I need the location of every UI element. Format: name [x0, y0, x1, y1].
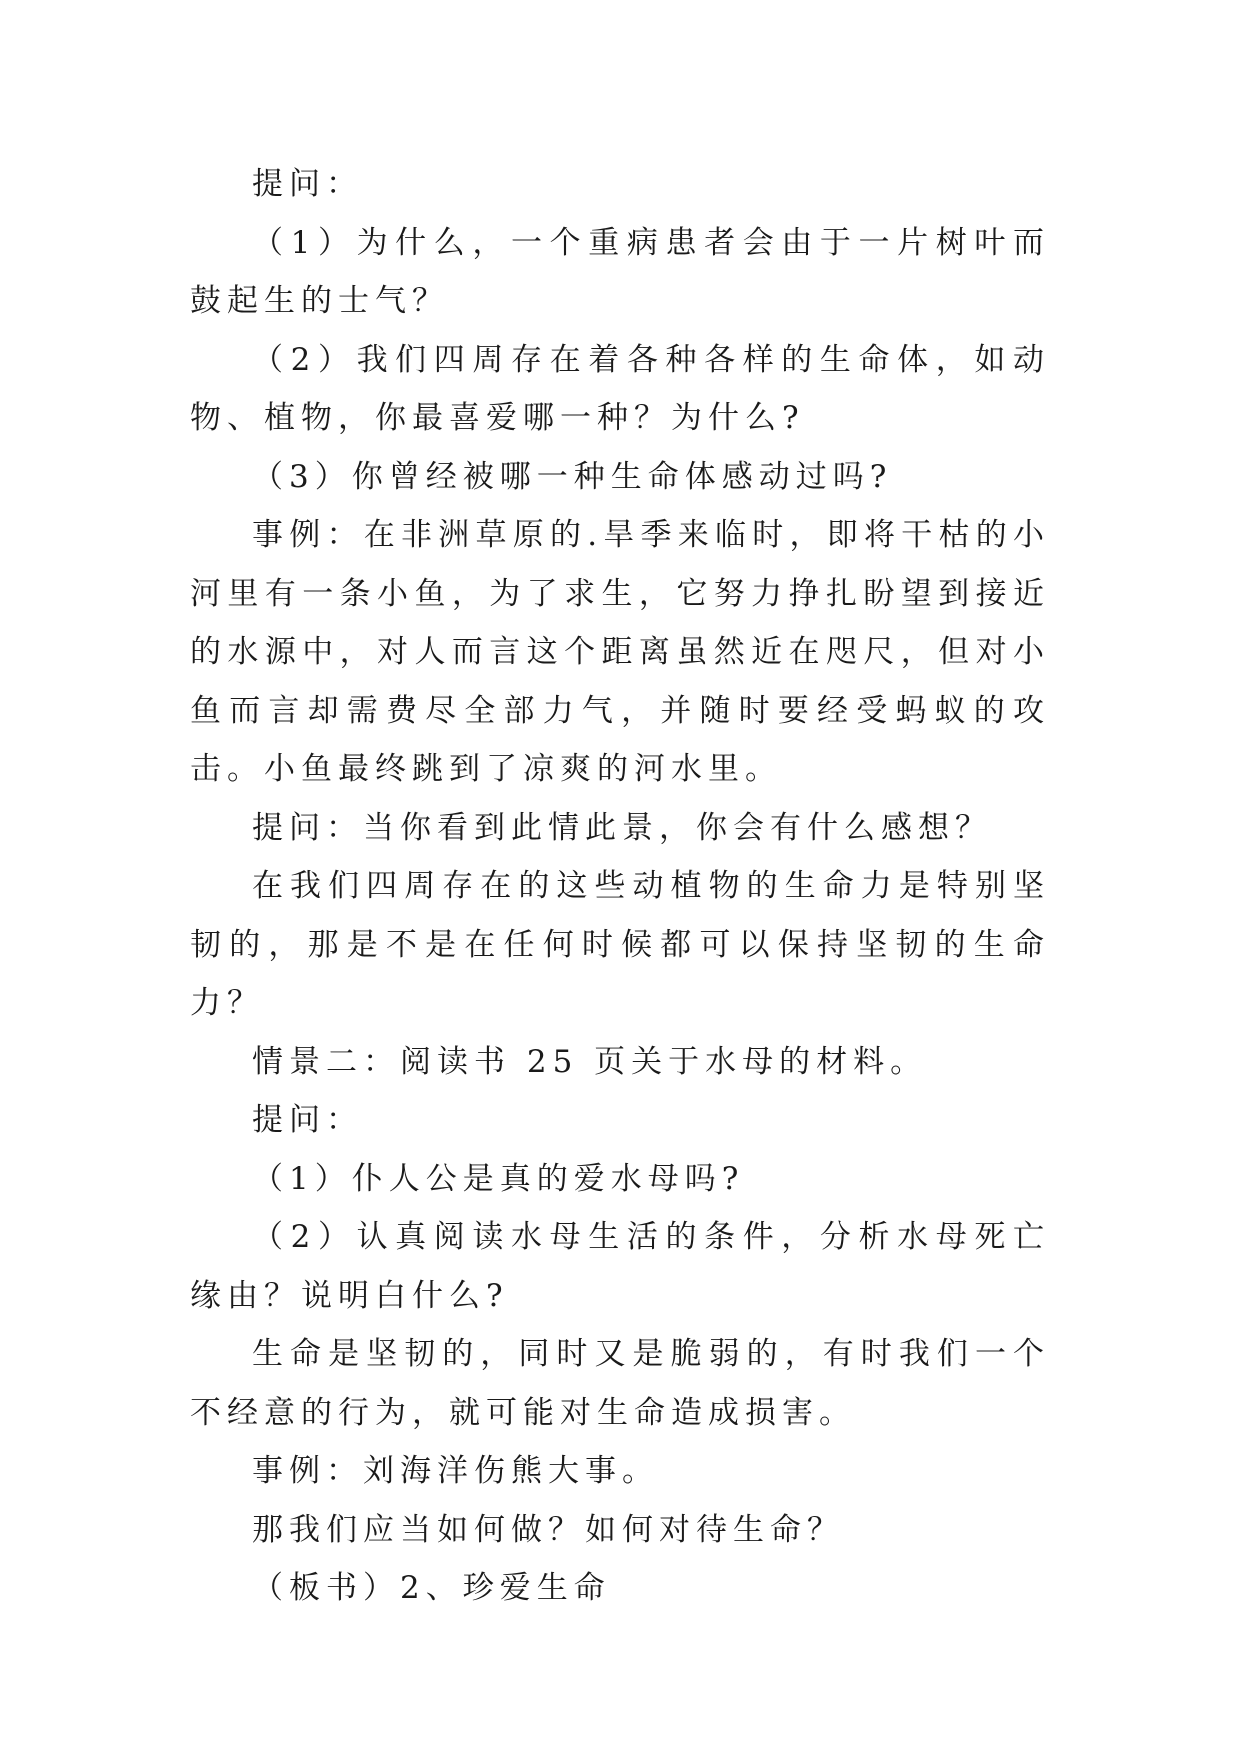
paragraph: 情景二：阅读书 25 页关于水母的材料。: [252, 1043, 928, 1080]
paragraph: 提问：: [252, 1102, 363, 1138]
paragraph: 提问：: [252, 166, 363, 202]
paragraph: 生命是坚韧的，同时又是脆弱的，有时我们一个不经意的行为，就可能对生命造成损害。: [190, 1336, 1050, 1431]
paragraph: （2）认真阅读水母生活的条件，分析水母死亡缘由？说明白什么?: [190, 1219, 1050, 1314]
document-body: [190, 155, 1050, 1618]
paragraph: 事例：在非洲草原的.旱季来临时，即将干枯的小河里有一条小鱼，为了求生，它努力挣扎盼望到接近的水源中，对人而言这个距离虽然近在咫尺，但对小鱼而言却需费尽全部力气，并随时要经受蚂蚁的攻击。小鱼最终跳到了凉爽的河水里。: [190, 517, 1050, 787]
paragraph: （1）为什么，一个重病患者会由于一片树叶而鼓起生的士气？: [190, 224, 1050, 319]
paragraph: 事例：刘海洋伤熊大事。: [252, 1453, 659, 1489]
paragraph: （3）你曾经被哪一种生命体感动过吗?: [252, 458, 893, 495]
paragraph: 提问：当你看到此情此景，你会有什么感想？: [252, 809, 992, 846]
paragraph: 那我们应当如何做？如何对待生命？: [252, 1511, 844, 1548]
paragraph: 在我们四周存在的这些动植物的生命力是特别坚韧的，那是不是在任何时候都可以保持坚韧的生命力？: [190, 868, 1050, 1021]
paragraph: （板书）2、珍爱生命: [252, 1570, 611, 1606]
paragraph: （2）我们四周存在着各种各样的生命体，如动物、植物，你最喜爱哪一种？为什么?: [190, 341, 1050, 436]
paragraph: （1）仆人公是真的爱水母吗?: [252, 1160, 745, 1197]
